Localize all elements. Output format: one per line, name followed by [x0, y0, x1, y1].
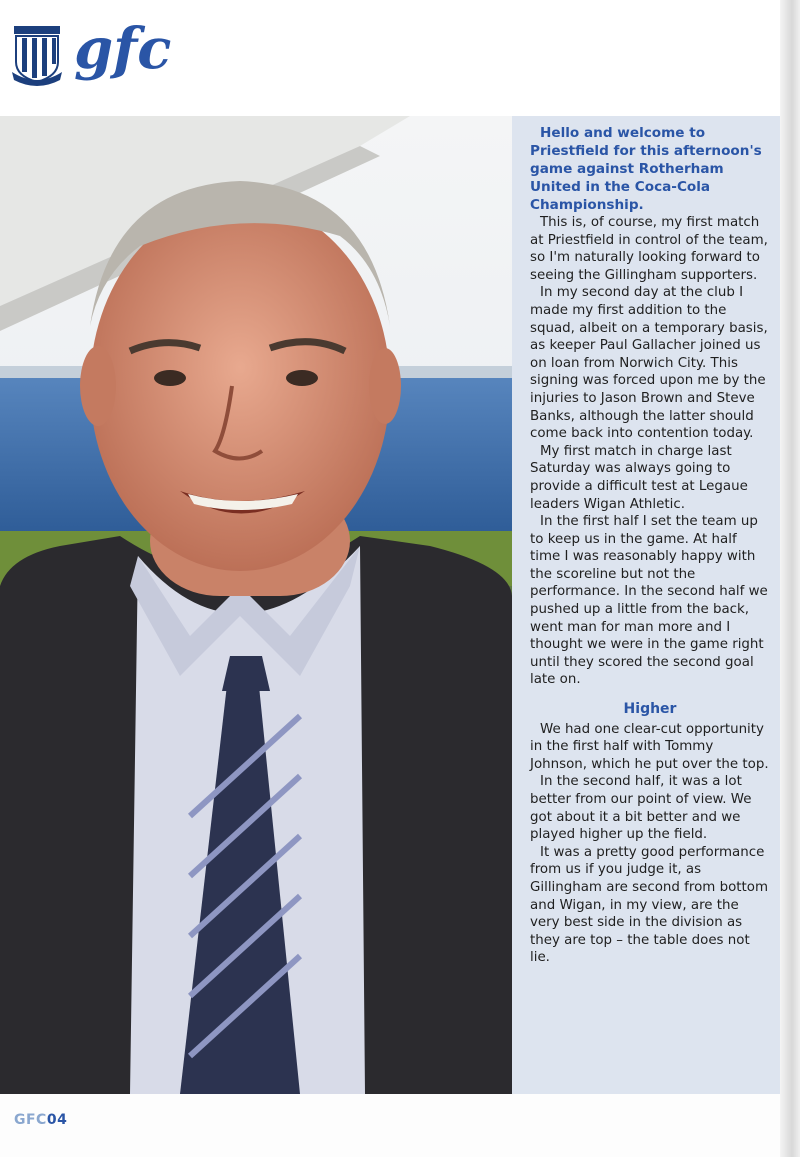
page-header — [0, 0, 800, 116]
article-subheading: Higher — [623, 701, 677, 718]
manager-portrait-image — [0, 116, 512, 1094]
page-spine-edge — [780, 0, 800, 1157]
page-prefix: GFC — [14, 1112, 47, 1128]
article-column — [512, 116, 780, 1094]
gfc-logo-icon — [70, 18, 180, 90]
page-number — [14, 1112, 67, 1128]
article-intro: Hello and welcome to Priestfield for this afternoon's game against Rotherham United in the Coca-Cola Championship. — [530, 125, 762, 213]
article-paragraph: In my second day at the club I made my first addition to the squad, albeit on a temporary basis, as keeper Paul Gallacher joined us on loan from Norwich City. This signing was forced upon me by the injuries to Jason Brown and Steve Banks, although the latter should come back into contention today. — [530, 285, 768, 442]
svg-text:gfc: gfc — [74, 18, 172, 82]
article-paragraph: My first match in charge last Saturday was always going to provide a difficult test at Legaue leaders Wigan Athletic. — [530, 443, 748, 512]
club-crest-icon — [10, 22, 64, 88]
page-number-value: 04 — [46, 1112, 68, 1128]
article-paragraph: In the first half I set the team up to keep us in the game. At half time I was reasonably happy with the scoreline but not the performance. In the second half we pushed up a little from the back, went man for man more and I thought we were in the game right until they scored the second goal late on. — [530, 514, 768, 688]
article-paragraph: In the second half, it was a lot better from our point of view. We got about it a bit better and we played higher up the field. — [530, 774, 752, 843]
article-paragraph: It was a pretty good performance from us if you judge it, as Gillingham are second from bottom and Wigan, in my view, are the very best side in the division as they are top – the table does not lie. — [530, 844, 769, 966]
article-paragraph: This is, of course, my first match at Priestfield in control of the team, so I'm naturally looking forward to seeing the Gillingham supporters. — [530, 215, 768, 283]
manager-photo — [0, 116, 512, 1094]
article-paragraph: We had one clear-cut opportunity in the first half with Tommy Johnson, which he put over the top. — [530, 721, 769, 772]
